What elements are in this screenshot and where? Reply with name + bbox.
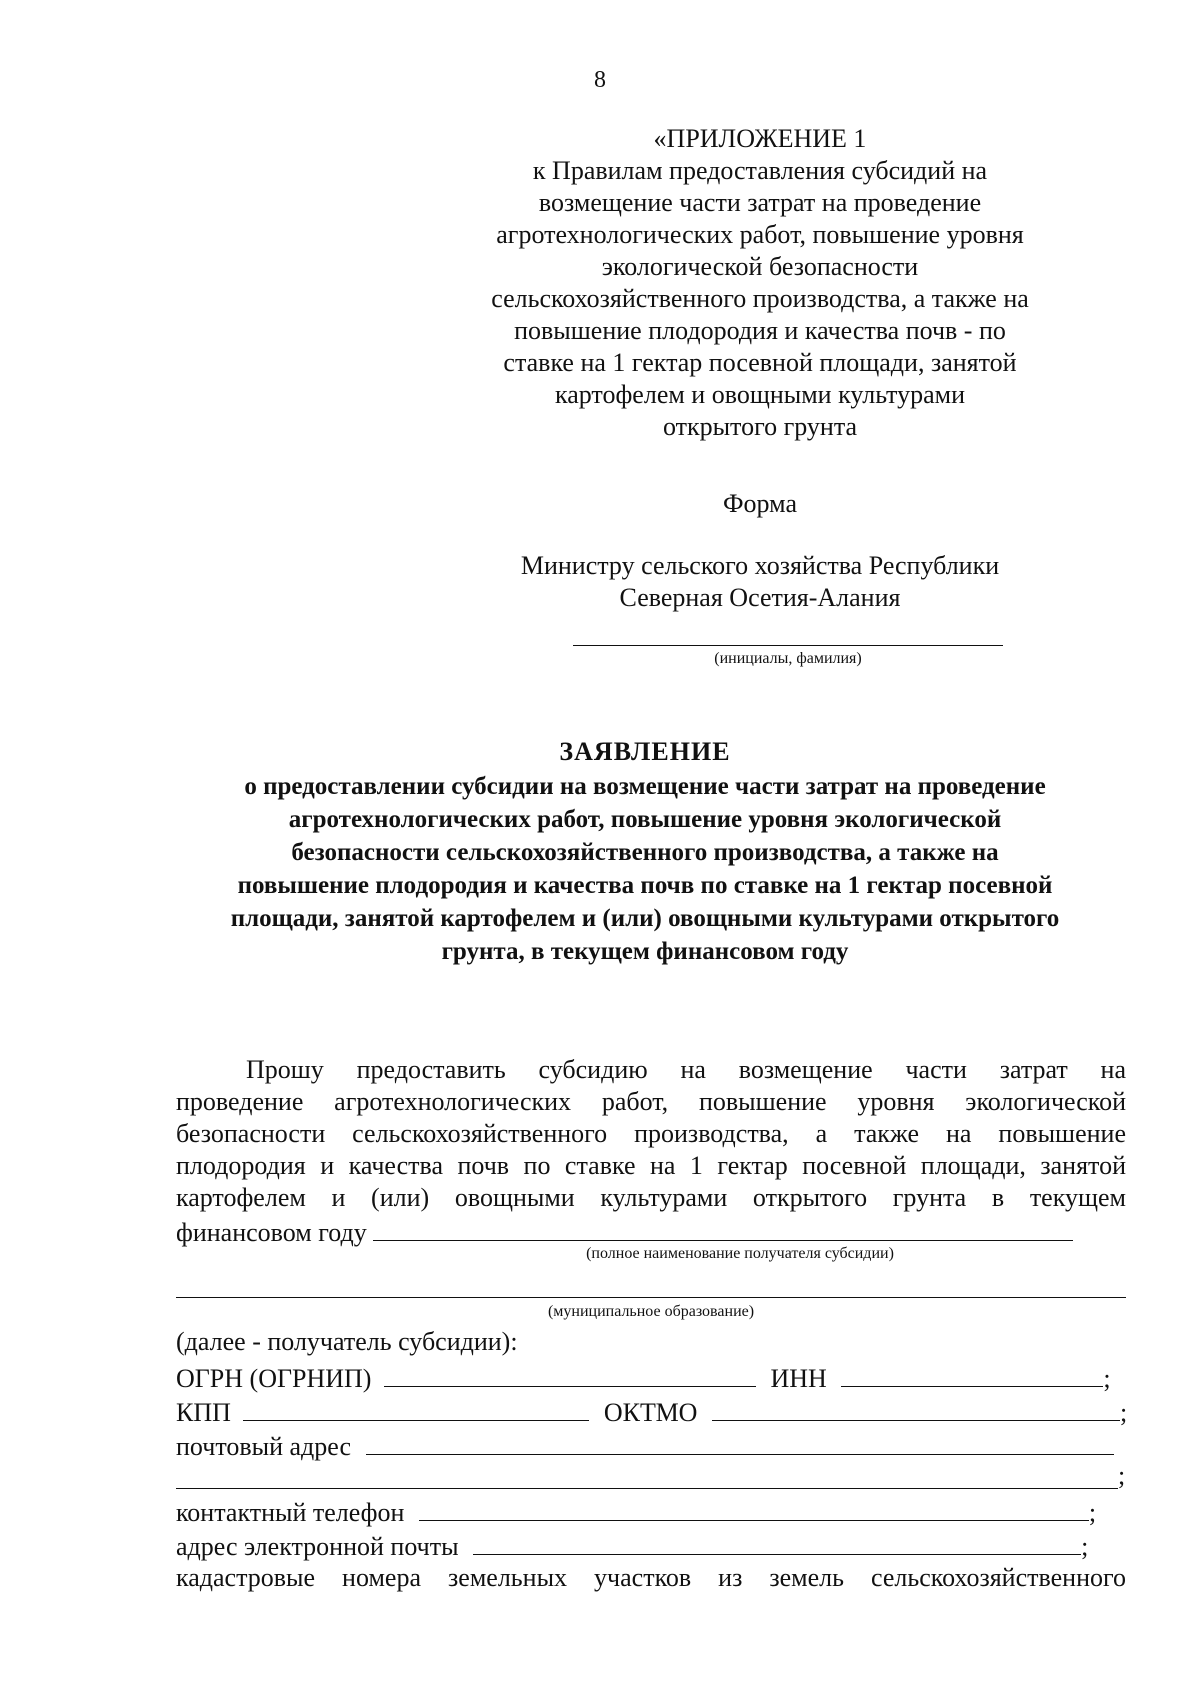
appendix-line: агротехнологических работ, повышение уровня <box>496 220 1024 249</box>
inn-label: ИНН <box>770 1364 827 1393</box>
email-field[interactable] <box>473 1528 1081 1555</box>
phone-label: контактный телефон <box>176 1498 405 1527</box>
document-title: ЗАЯВЛЕНИЕ <box>559 737 731 766</box>
appendix-line: к Правилам предоставления субсидий на <box>532 156 988 185</box>
recipient-name-caption: (полное наименование получателя субсидии) <box>586 1245 894 1262</box>
fin-year-label: финансовом году <box>176 1218 367 1247</box>
phone-field[interactable] <box>419 1494 1089 1521</box>
appendix-line: картофелем и овощными культурами <box>555 380 965 409</box>
cadastral-text: кадастровые номера земельных участков из земель сельскохозяйственного <box>176 1563 1126 1592</box>
semicolon: ; <box>1119 1398 1128 1427</box>
addressee-block <box>470 550 1050 614</box>
subtitle-line: площади, занятой картофелем и (или) овощными культурами открытого <box>230 905 1060 932</box>
inn-field[interactable] <box>841 1360 1103 1387</box>
postal-label: почтовый адрес <box>176 1432 351 1461</box>
page-number: 8 <box>594 67 606 93</box>
paragraph-line: Прошу предоставить субсидию на возмещение части затрат на <box>246 1055 1126 1084</box>
paragraph-line: безопасности сельскохозяйственного производства, а также на повышение <box>176 1119 1126 1148</box>
subtitle-line: повышение плодородия и качества почв по ставке на 1 гектар посевной <box>237 872 1053 899</box>
semicolon: ; <box>1103 1364 1111 1393</box>
recipient-name-field[interactable] <box>373 1214 1073 1241</box>
addressee-name-caption: (инициалы, фамилия) <box>714 650 862 667</box>
paragraph-line: проведение агротехнологических работ, повышение уровня экологической <box>176 1087 1126 1116</box>
semicolon: ; <box>1088 1498 1097 1527</box>
subtitle-line: безопасности сельскохозяйственного производства, а также на <box>291 839 999 866</box>
appendix-line: открытого грунта <box>662 412 858 441</box>
email-row <box>176 1528 1126 1563</box>
ogrn-field[interactable] <box>384 1360 756 1387</box>
subtitle-line: грунта, в текущем финансовом году <box>441 938 849 965</box>
oktmo-field[interactable] <box>712 1394 1120 1421</box>
paragraph-line: картофелем и (или) овощными культурами открытого грунта в текущем <box>176 1183 1126 1212</box>
appendix-line: возмещение части затрат на проведение <box>538 188 982 217</box>
paragraph-line: плодородия и качества почв по ставке на 1 гектар посевной площади, занятой <box>176 1151 1126 1180</box>
subtitle-line: агротехнологических работ, повышение уровня экологической <box>288 806 1002 833</box>
semicolon: ; <box>1118 1461 1126 1490</box>
appendix-line: ставке на 1 гектар посевной площади, занятой <box>503 348 1017 377</box>
postal-address-field-2[interactable] <box>176 1488 1118 1489</box>
subtitle-line: о предоставлении субсидии на возмещение части затрат на проведение <box>244 773 1046 800</box>
ogrn-inn-row <box>176 1360 1126 1395</box>
kpp-label: КПП <box>176 1398 231 1427</box>
addressee-line: Министру сельского хозяйства Республики <box>520 551 1000 580</box>
appendix-header <box>470 123 1050 443</box>
addressee-line: Северная Осетия-Алания <box>619 583 901 612</box>
document-subtitle <box>160 770 1130 968</box>
appendix-line: «ПРИЛОЖЕНИЕ 1 <box>653 124 867 153</box>
hereinafter-text: (далее - получатель субсидии): <box>176 1327 518 1356</box>
phone-row <box>176 1494 1126 1529</box>
email-label: адрес электронной почты <box>176 1532 459 1561</box>
postal-row <box>176 1428 1126 1463</box>
municipality-caption: (муниципальное образование) <box>547 1303 755 1320</box>
ogrn-label: ОГРН (ОГРНИП) <box>176 1364 372 1393</box>
addressee-name-line[interactable] <box>573 645 1003 646</box>
kpp-oktmo-row <box>176 1394 1126 1429</box>
request-paragraph <box>176 1054 1126 1214</box>
semicolon: ; <box>1081 1532 1089 1561</box>
form-label: Форма <box>723 489 797 518</box>
appendix-line: экологической безопасности <box>601 252 919 281</box>
municipality-field[interactable] <box>176 1297 1126 1298</box>
kpp-field[interactable] <box>243 1394 589 1421</box>
postal-address-field[interactable] <box>366 1428 1114 1455</box>
appendix-line: повышение плодородия и качества почв - по <box>514 316 1006 345</box>
appendix-line: сельскохозяйственного производства, а также на <box>491 284 1029 313</box>
oktmo-label: ОКТМО <box>603 1398 698 1427</box>
